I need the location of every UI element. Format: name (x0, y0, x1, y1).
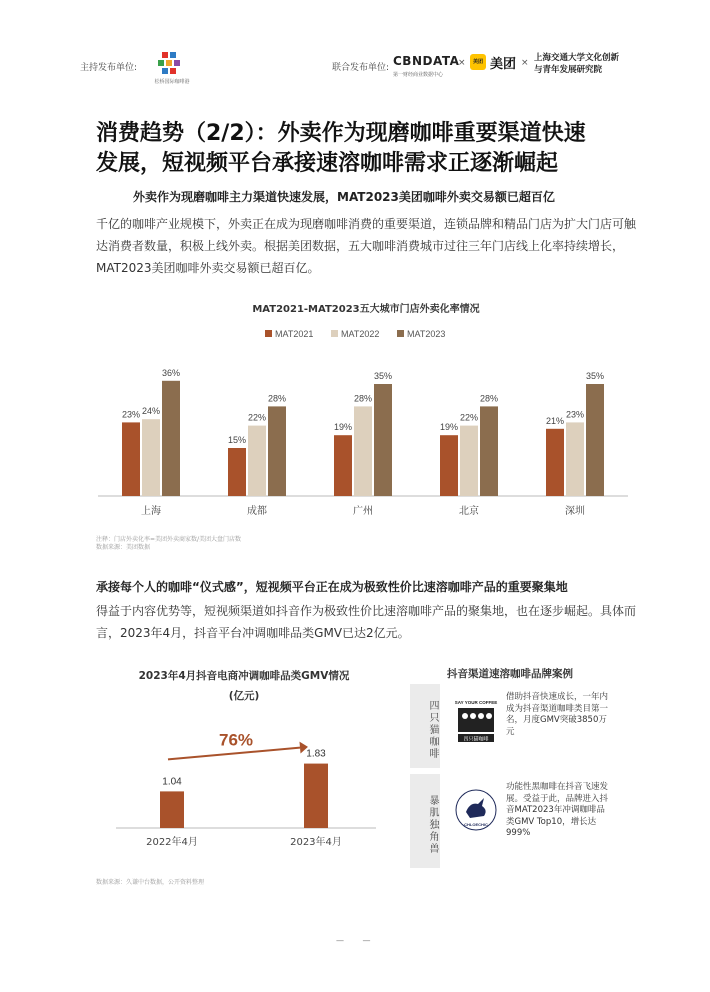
cbndata-logo: CBNDATA (393, 54, 460, 68)
section2-paragraph: 得益于内容优势等，短视频渠道如抖音作为极致性价比速溶咖啡产品的聚集地，也在逐步崛起。具体而言，2023年4月，抖音平台冲调咖啡品类GMV已达2亿元。 (96, 604, 637, 640)
bar (334, 435, 352, 496)
category-label: 深圳 (565, 506, 585, 517)
co-label: 联合发布单位: (332, 63, 390, 73)
bar (228, 448, 246, 496)
legend-label: MAT2023 (407, 329, 446, 339)
category-label: 2022年4月 (146, 837, 198, 848)
times-separator: × (521, 58, 529, 68)
chart1-title: MAT2021-MAT2023五大城市门店外卖化率情况 (252, 304, 480, 315)
data-label: 24% (141, 406, 161, 417)
host-label: 主持发布单位: (80, 63, 138, 73)
data-label: 22% (247, 412, 267, 423)
sjtu-line1: 上海交通大学文化创新 (534, 53, 620, 63)
category-label: 广州 (353, 506, 373, 517)
bar (440, 435, 458, 496)
bar (354, 406, 372, 496)
category-label: 北京 (459, 506, 479, 517)
four-cats-coffee-logo (448, 692, 504, 748)
case-item (410, 774, 610, 868)
sjtu-logo (534, 52, 619, 76)
category-label: 成都 (247, 506, 267, 517)
page-number: — — (336, 936, 379, 945)
category-label: 2023年4月 (290, 837, 342, 848)
data-label: 19% (439, 422, 459, 433)
data-label: 35% (373, 371, 393, 381)
legend-swatch (397, 330, 404, 337)
data-label: 23% (121, 409, 141, 420)
case-description: 借助抖音快速成长，一年内成为抖音渠道咖啡类目第一名，月度GMV突破3850万元 (506, 692, 609, 737)
data-label: 21% (545, 415, 565, 426)
sjtu-line2: 与青年发展研究院 (534, 65, 603, 75)
bar (248, 426, 266, 496)
svg-text:CHLOECHIC: CHLOECHIC (464, 822, 488, 827)
page-title-line2: 发展，短视频平台承接速溶咖啡需求正逐渐崛起 (96, 151, 559, 176)
data-label: 1.04 (162, 776, 182, 788)
data-label: 36% (161, 367, 181, 378)
legend-swatch (265, 330, 272, 337)
data-label: 28% (353, 393, 373, 404)
data-label: 28% (267, 393, 287, 404)
bar (304, 764, 328, 828)
unicorn-brand-logo (448, 782, 504, 838)
bar (480, 406, 498, 496)
host-logo-text: 松桥国际咖啡港 (154, 79, 190, 85)
data-label: 35% (585, 371, 605, 381)
bar (460, 426, 478, 496)
chart1-source: 数据来源：美团数据 (96, 544, 151, 551)
case-description: 功能性黑咖啡在抖音飞速发展。受益于此，品牌进入抖音MAT2023年冲调咖啡品类GMV Top10，增长达999% (506, 782, 609, 838)
section1-subtitle: 外卖作为现磨咖啡主力渠道快速发展，MAT2023美团咖啡外卖交易额已超百亿 (133, 190, 555, 204)
chart1-notes (96, 536, 241, 552)
case-brand-name: 四只猫咖啡 (410, 684, 440, 768)
meituan-logo: 美团 (490, 57, 517, 72)
cases-title: 抖音渠道速溶咖啡品牌案例 (447, 668, 573, 680)
page-title-line1: 消费趋势（2/2）：外卖作为现磨咖啡重要渠道快速 (96, 121, 586, 146)
data-label: 23% (565, 409, 585, 420)
section2-subtitle: 承接每个人的咖啡“仪式感”，短视频平台正在成为极致性价比速溶咖啡产品的重要聚集地 (96, 580, 568, 594)
section1-paragraph: 千亿的咖啡产业规模下，外卖正在成为现磨咖啡消费的重要渠道，连锁品牌和精品门店为扩大门店可触达消费者数量，积极上线外卖。根据美团数据，五大咖啡消费城市过往三年门店线上化率持续增长，MAT2023美团咖啡外卖交易额已超百亿。 (96, 217, 637, 275)
times-separator: × (458, 58, 466, 68)
bar (566, 422, 584, 496)
legend-label: MAT2022 (341, 329, 380, 339)
bar (586, 384, 604, 496)
svg-text:四只猫咖啡: 四只猫咖啡 (463, 736, 489, 743)
chart2-unit: (亿元) (228, 690, 260, 702)
bar (122, 422, 140, 496)
data-label: 28% (479, 393, 499, 404)
bar (268, 406, 286, 496)
legend-swatch (331, 330, 338, 337)
case-item (410, 684, 610, 768)
svg-text:SAY YOUR COFFEE: SAY YOUR COFFEE (454, 700, 498, 705)
page-title (96, 119, 636, 179)
bar (374, 384, 392, 496)
data-label: 15% (227, 435, 247, 445)
data-label: 19% (333, 422, 353, 433)
case-brand-name: 暴肌独角兽 (410, 774, 440, 868)
legend-label: MAT2021 (275, 329, 314, 339)
chart2-title-text: 2023年4月抖音电商冲调咖啡品类GMV情况 (138, 670, 350, 682)
data-label: 22% (459, 412, 479, 423)
bar (142, 419, 160, 496)
bar (162, 381, 180, 496)
chart1-note: 注释：门店外卖化率=美团外卖商家数/美团大盘门店数 (96, 536, 242, 543)
category-label: 上海 (141, 506, 161, 517)
chart2-douyin-gmv (96, 700, 392, 860)
cbndata-subtitle: 第一财经商业数据中心 (393, 72, 444, 78)
data-label: 1.83 (306, 748, 326, 760)
bar (160, 791, 184, 828)
growth-label: 76% (218, 730, 254, 750)
chart2-source: 数据来源：久谦中台数据，公开资料整理 (96, 879, 205, 886)
meituan-badge: 美团 (470, 54, 486, 70)
chart1-takeaway-rate (80, 318, 640, 528)
bar (546, 429, 564, 496)
report-header (0, 48, 710, 88)
